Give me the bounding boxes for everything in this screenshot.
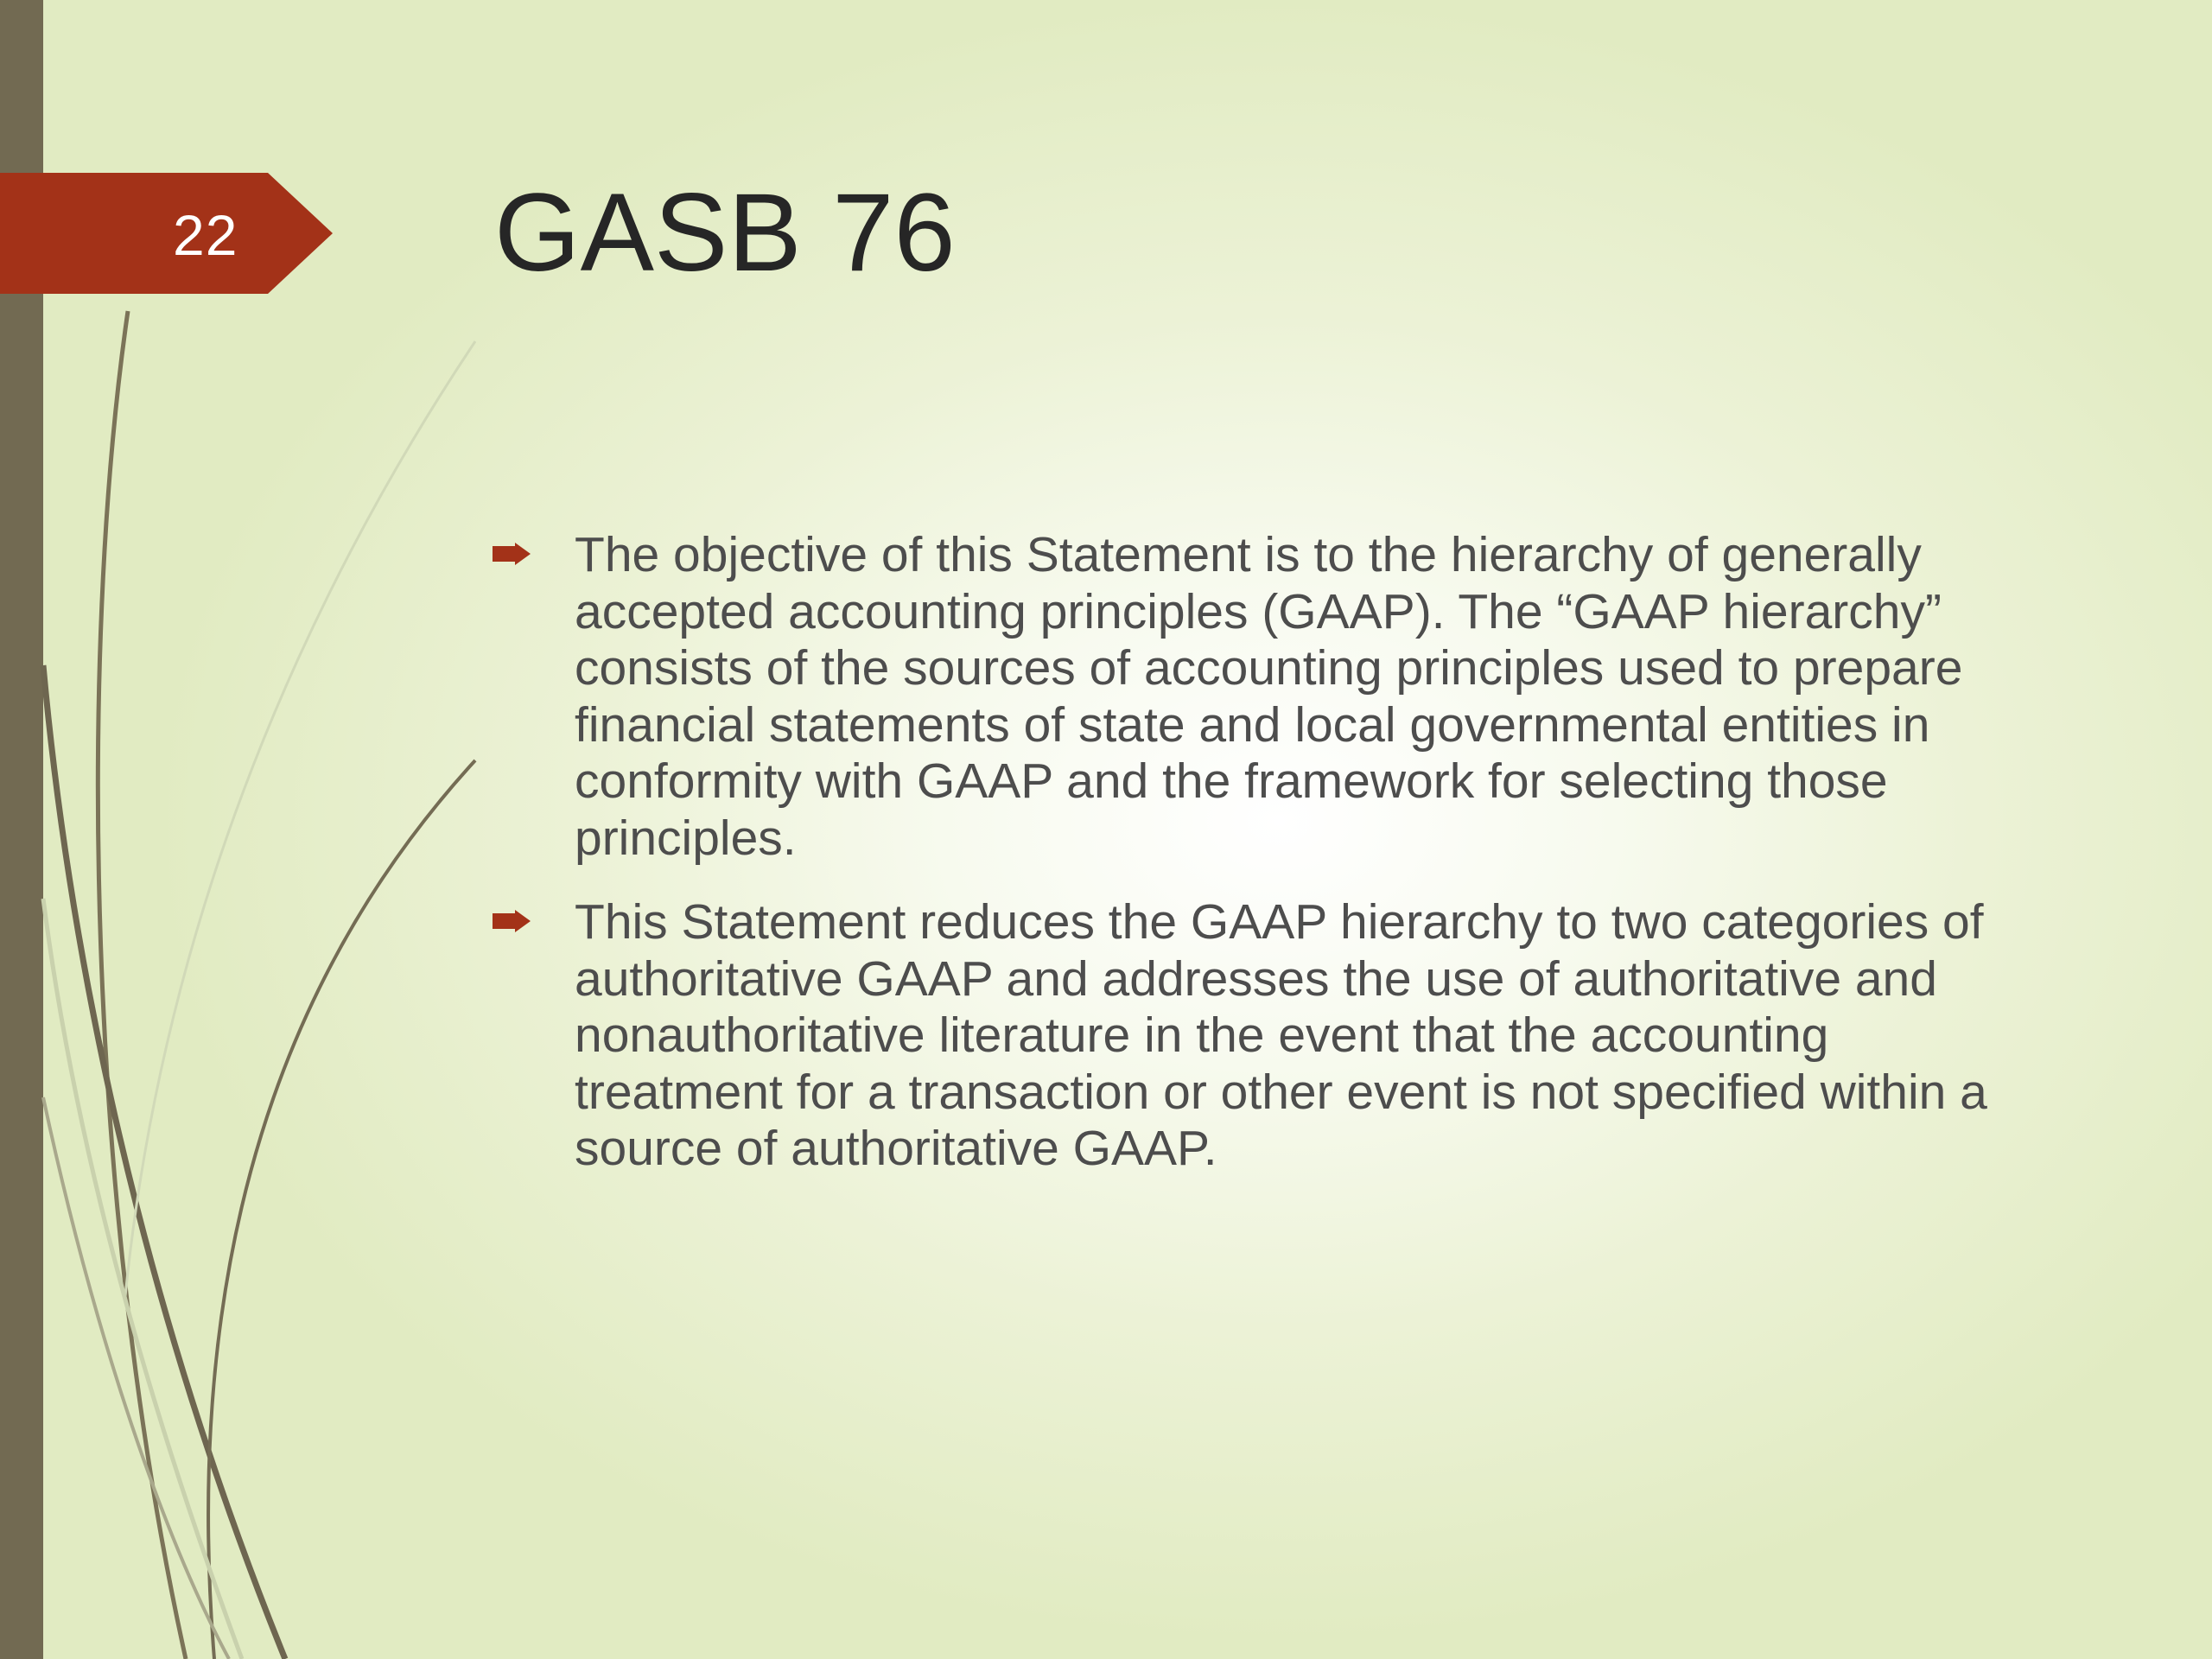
bullet-item bbox=[493, 527, 2031, 867]
bullet-item bbox=[493, 894, 2031, 1178]
bullet-list bbox=[493, 527, 2031, 1205]
arrow-bullet-icon bbox=[493, 910, 531, 932]
arrow-bullet-icon bbox=[493, 543, 531, 565]
slide-title: GASB 76 bbox=[494, 171, 956, 295]
slide-number: 22 bbox=[173, 203, 238, 267]
bullet-text: This Statement reduces the GAAP hierarchy to two categories of authoritative GAAP and addresses the use of authoritative and nonauthoritative literature in the event that the accounting treatment for a transaction or other event is not specified within a source of authoritative GAAP. bbox=[575, 894, 1987, 1176]
slide-number-tab bbox=[0, 173, 333, 294]
bullet-text: The objective of this Statement is to the hierarchy of generally accepted accounting principles (GAAP). The “GAAP hierarchy” consists of the sources of accounting principles used to prepare financial statements of state and local governmental entities in conformity with GAAP and the framework for selecting those principles. bbox=[575, 527, 1963, 866]
